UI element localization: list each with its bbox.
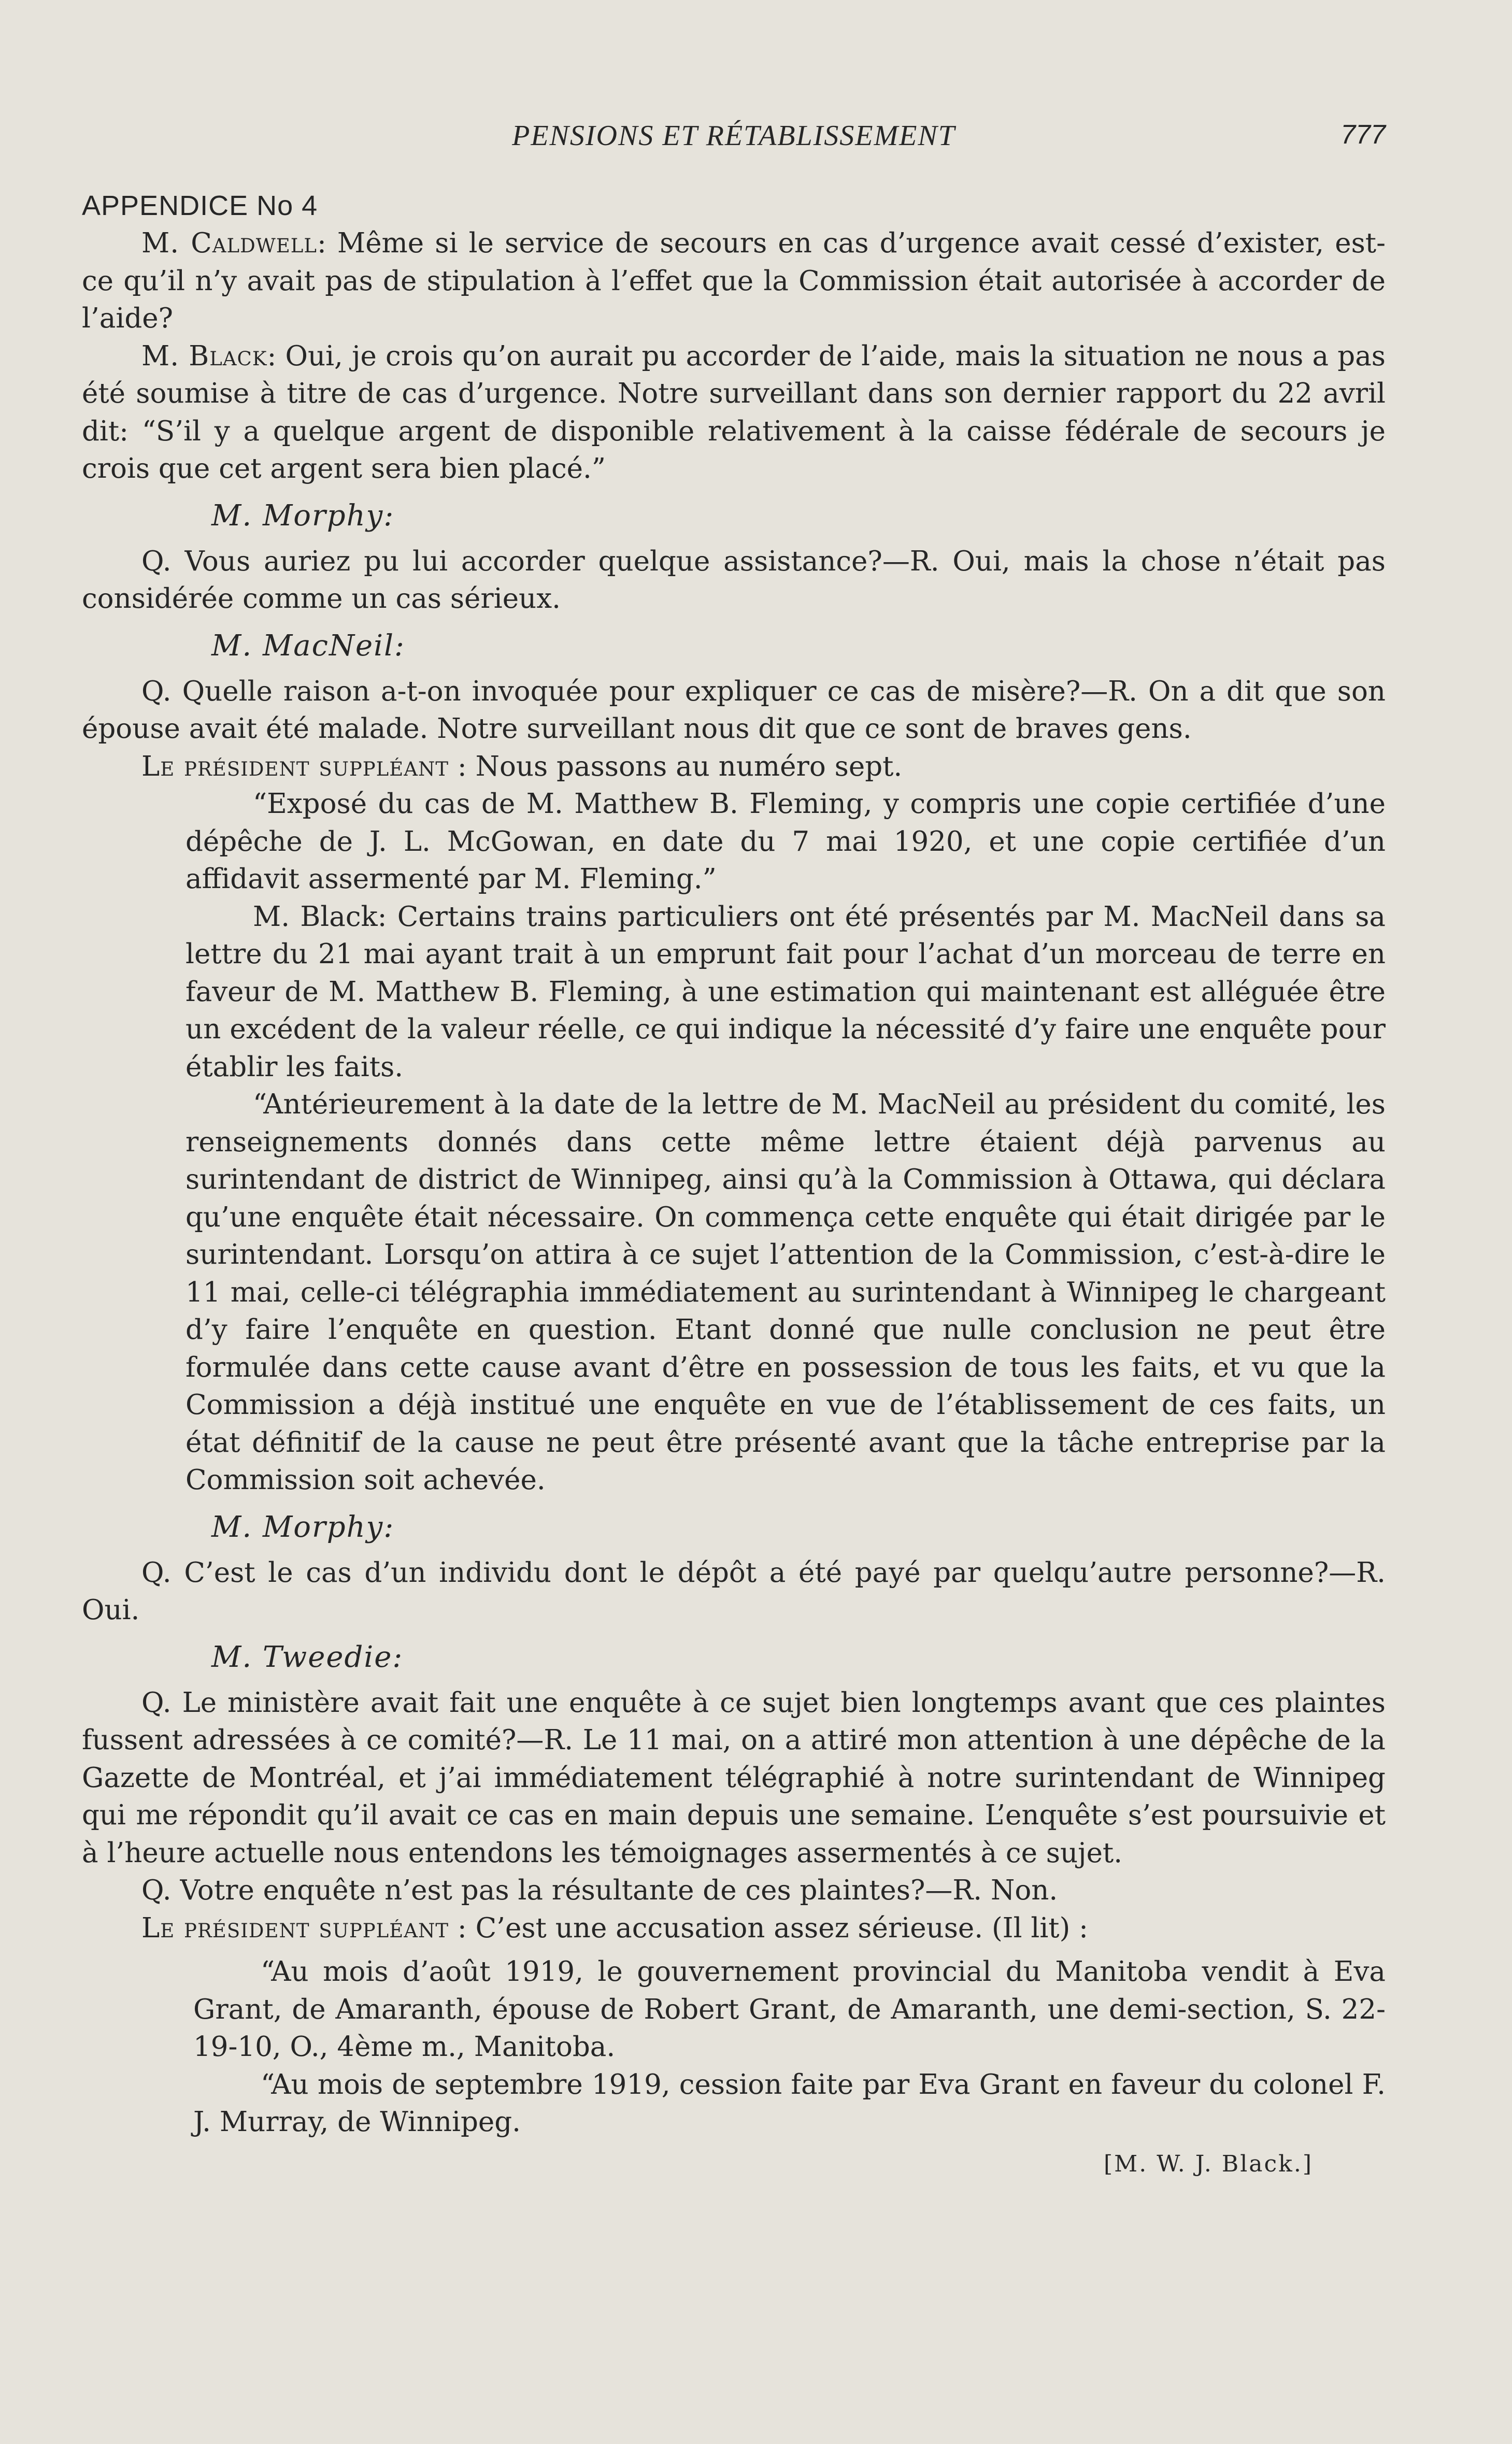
speaker-name: M. Black	[141, 340, 267, 372]
speaker-heading: M. Morphy:	[211, 498, 395, 533]
question-answer: Q. Votre enquête n’est pas la résultante de ces plaintes?—R. Non.	[141, 1875, 1058, 1906]
paragraph-president: Le président suppléant : Nous passons au numéro sept.	[141, 750, 903, 782]
question-answer: Q. Quelle raison a-t-on invoquée pour expliquer ce cas de misère?—R. On a dit que son épouse avait été malade. Notre surveillant nous dit que ce sont de braves gens.	[82, 675, 1386, 745]
paragraph-text: Même si le service de secours en cas d’urgence avait cessé d’exister, est-ce qu’il n’y avait pas de stipulation à l’effet que la Commission était autorisée à accorder de l’aide?	[82, 227, 1386, 334]
page-header	[82, 119, 1386, 161]
question-answer: Q. Vous auriez pu lui accorder quelque assistance?—R. Oui, mais la chose n’était pas considérée comme un cas sérieux.	[82, 545, 1386, 614]
signature: [M. W. J. Black.]	[1104, 2150, 1313, 2177]
running-title: PENSIONS ET RÉTABLISSEMENT	[512, 120, 955, 152]
paragraph-president: Le président suppléant : C’est une accusation assez sérieuse. (Il lit) :	[141, 1912, 1088, 1944]
speaker-name: Le président suppléant	[141, 1912, 449, 1944]
speaker-heading: M. Morphy:	[211, 1510, 395, 1544]
quoted-paragraph: “Au mois de septembre 1919, cession faite par Eva Grant en faveur du colonel F. J. Murray, de Winnipeg.	[193, 2068, 1386, 2138]
paragraph-caldwell: M. Caldwell: Même si le service de secours en cas d’urgence avait cessé d’exister, est-ce qu’il n’y avait pas de stipulation à l’effet que la Commission était autorisée à accorder de l’aide?	[82, 227, 1386, 334]
speaker-name: M. Caldwell	[141, 227, 317, 259]
appendix-label: APPENDICE No 4	[82, 190, 318, 221]
speaker-heading: M. Tweedie:	[211, 1640, 404, 1674]
paragraph-black: M. Black: Oui, je crois qu’on aurait pu accorder de l’aide, mais la situation ne nous a pas été soumise à titre de cas d’urgence. Notre surveillant dans son dernier rapport du 22 avril dit: “S’il y a quelque argent de disponible relativement à la caisse fédérale de secours je crois que cet argent sera bien placé.”	[82, 340, 1386, 484]
paragraph-text: C’est une accusation assez sérieuse. (Il lit) :	[475, 1912, 1088, 1944]
quoted-block	[82, 785, 1386, 1499]
quoted-paragraph: “Exposé du cas de M. Matthew B. Fleming, y compris une copie certifiée d’une dépêche de J. L. McGowan, en date du 7 mai 1920, et une copie certifiée d’un affidavit assermenté par M. Fleming.”	[186, 788, 1386, 895]
question-answer: Q. Le ministère avait fait une enquête à ce sujet bien longtemps avant que ces plaintes fussent adressées à ce comité?—R. Le 11 mai, on a attiré mon attention à une dépêche de la Gazette de Montréal, et j’ai immédiatement télégraphié à notre surintendant de Winnipeg qui me répondit qu’il avait ce cas en main depuis une semaine. L’enquête s’est poursuivie et à l’heure actuelle nous entendons les témoignages assermentés à ce sujet.	[82, 1686, 1386, 1869]
paragraph-text: Oui, je crois qu’on aurait pu accorder de l’aide, mais la situation ne nous a pas été soumise à titre de cas d’urgence. Notre surveillant dans son dernier rapport du 22 avril dit: “S’il y a quelque argent de disponible relativement à la caisse fédérale de secours je crois que cet argent sera bien placé.”	[82, 340, 1386, 484]
speaker-name: Le président suppléant	[141, 750, 449, 782]
question-answer: Q. C’est le cas d’un individu dont le dépôt a été payé par quelqu’autre personne?—R. Oui.	[82, 1556, 1386, 1626]
quoted-paragraph: M. Black: Certains trains particuliers ont été présentés par M. MacNeil dans sa lettre du 21 mai ayant trait à un emprunt fait pour l’achat d’un morceau de terre en faveur de M. Matthew B. Fleming, à une estimation qui maintenant est alléguée être un excédent de la valeur réelle, ce qui indique la nécessité d’y faire une enquête pour établir les faits.	[186, 901, 1386, 1083]
speaker-heading: M. MacNeil:	[211, 628, 405, 663]
quoted-block	[82, 1953, 1386, 2141]
quoted-paragraph: “Antérieurement à la date de la lettre de M. MacNeil au président du comité, les renseignements donnés dans cette même lettre étaient déjà parvenus au surintendant de district de Winnipeg, ainsi qu’à la Commission à Ottawa, qui déclara qu’une enquête était nécessaire. On commença cette enquête qui était dirigée par le surintendant. Lorsqu’on attira à ce sujet l’attention de la Commission, c’est-à-dire le 11 mai, celle-ci télégraphia immédiatement au surintendant à Winnipeg le chargeant d’y faire l’enquête en question. Etant donné que nulle conclusion ne peut être formulée dans cette cause avant d’être en possession de tous les faits, et vu que la Commission a déjà institué une enquête en vue de l’établissement de ces faits, un état définitif de la cause ne peut être présenté avant que la tâche entreprise par la Commission soit achevée.	[186, 1089, 1386, 1496]
paragraph-text: Nous passons au numéro sept.	[475, 750, 903, 782]
quoted-paragraph: “Au mois d’août 1919, le gouvernement provincial du Manitoba vendit à Eva Grant, de Amaranth, épouse de Robert Grant, de Amaranth, une demi-section, S. 22-19-10, O., 4ème m., Manitoba.	[193, 1956, 1386, 2063]
page-number: 777	[1340, 120, 1386, 150]
